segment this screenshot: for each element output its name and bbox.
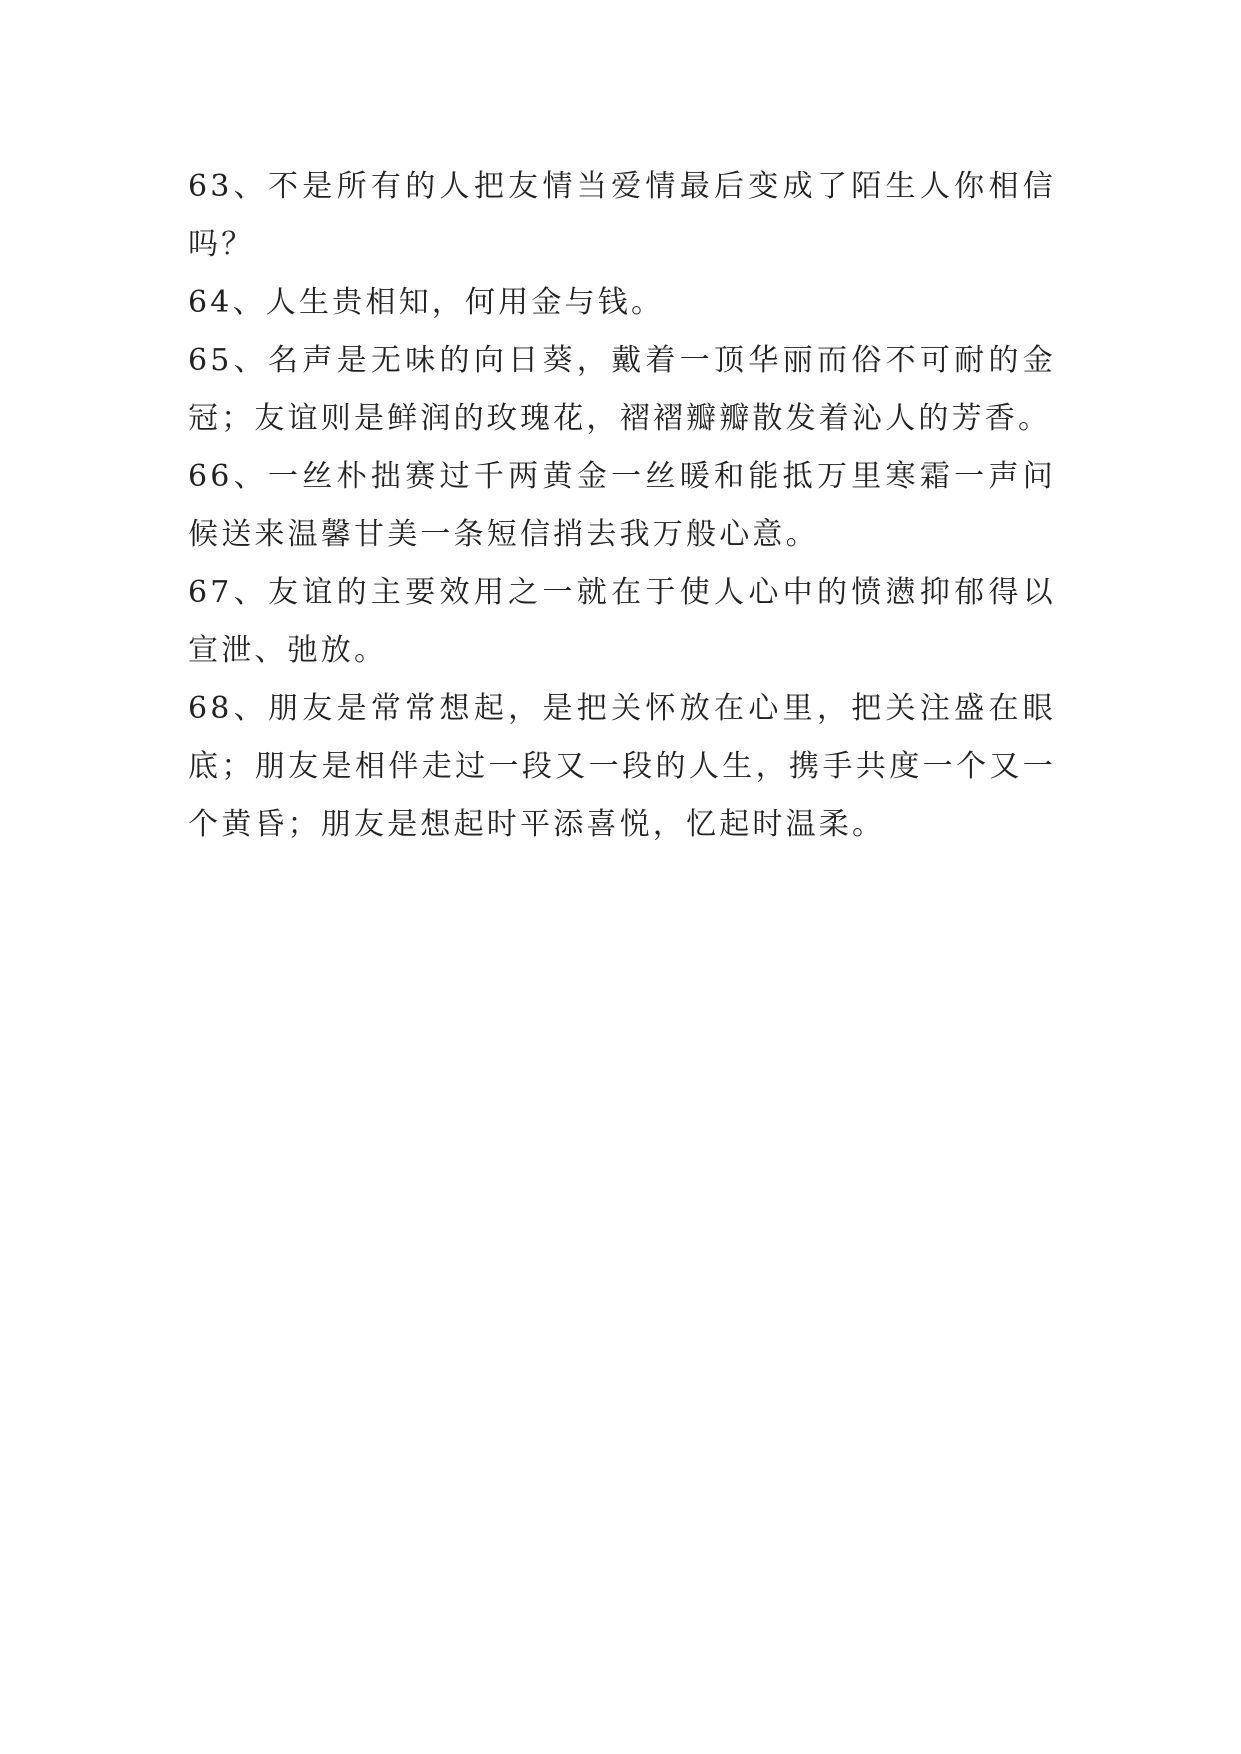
quote-entry-65: 65、名声是无味的向日葵，戴着一顶华丽而俗不可耐的金冠；友谊则是鲜润的玫瑰花，褶褶瓣瓣散发着沁人的芳香。 — [188, 343, 1056, 436]
quote-entry-64: 64、人生贵相知，何用金与钱。 — [188, 285, 665, 320]
quote-entry-63: 63、不是所有的人把友情当爱情最后变成了陌生人你相信吗？ — [188, 169, 1056, 262]
quote-entry-68: 68、朋友是常常想起，是把关怀放在心里，把关注盛在眼底；朋友是相伴走过一段又一段的人生，携手共度一个又一个黄昏；朋友是想起时平添喜悦，忆起时温柔。 — [188, 691, 1056, 842]
document-body — [188, 158, 1056, 854]
quote-entry-67: 67、友谊的主要效用之一就在于使人心中的愤懑抑郁得以宣泄、弛放。 — [188, 575, 1056, 668]
quote-entry-66: 66、一丝朴拙赛过千两黄金一丝暖和能抵万里寒霜一声问候送来温馨甘美一条短信捎去我万般心意。 — [188, 459, 1056, 552]
